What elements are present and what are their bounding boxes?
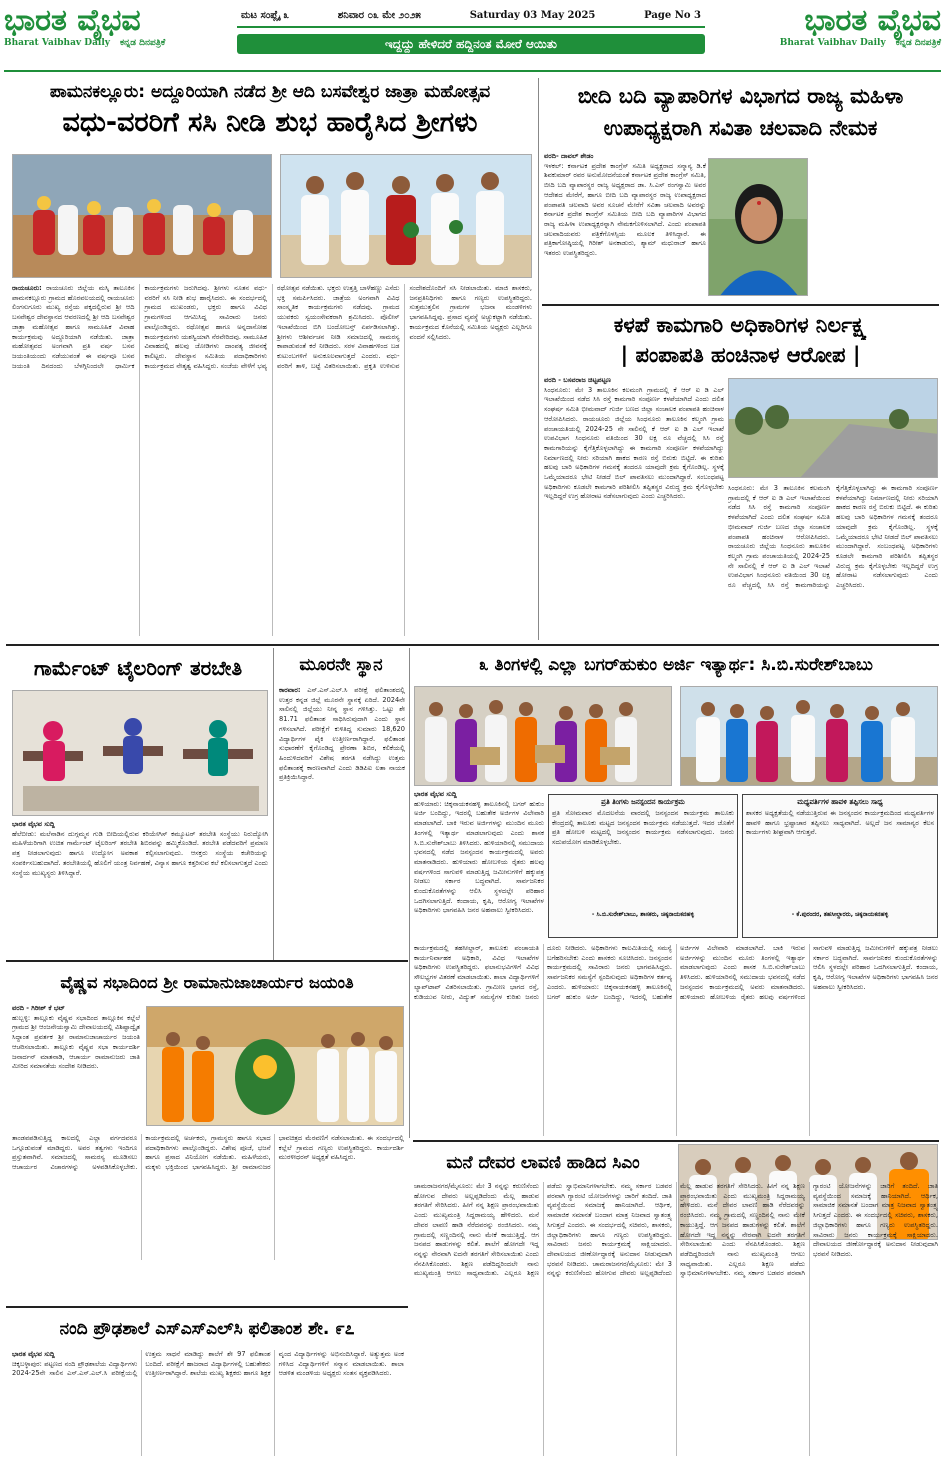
- box-janaspandana-title: ಪ್ರತಿ ತಿಂಗಳು ಜನಸ್ಪಂದನ ಕಾರ್ಯಕ್ರಮ: [601, 798, 685, 806]
- article-savita-byline: ವರದಿ- ದಾವಲ್ ಶೇಡಂ: [544, 152, 594, 160]
- article-third-place-headline: ಮೂರನೇ ಸ್ಥಾನ: [299, 655, 383, 675]
- article-jatra-kicker: ಪಾಮನಕಲ್ಲೂರು: ಅದ್ದೂರಿಯಾಗಿ ನಡೆದ ಶ್ರೀ ಆದಿ ಬಸವೇಶ್ವರ ಜಾತ್ರಾ ಮಹೋತ್ಸವ: [49, 82, 491, 102]
- divider-h5: [6, 1306, 408, 1308]
- issue-number: ಮಟ ಸಂಪ್ಲೈ ೩: [241, 9, 290, 21]
- article-tailoring-body: [12, 820, 268, 954]
- article-road-body-left: [544, 376, 724, 640]
- article-ramanuja-body-top: [12, 1004, 140, 1132]
- article-cm-lavani-text: ಚಾಮರಾಜನಗರ/ಮೈಸೂರು: ಮೇ 3 ನನ್ನನ್ನು ಕರುಣಿಸೆಂದು ಹೋಗುವ ದೇವರು ಅಲ್ಲಪ್ಪಡಿದೆಂದು ಮೆಲ್ಲ ಹಾಡುವ ತರಗತಿಗೆ ಸೇರಿಸಿದರು. ಹೀಗೆ ನನ್ನ ಶಿಕ್ಷಣ ಪ್ರಾರಂಭವಾಯಿತು ಎಂದು ಮುಖ್ಯಮಂತ್ರಿ ಸಿದ್ದರಾಮಯ್ಯ ಹೇಳಿದರು. ಮನೆ ದೇವರ ಲಾವಣಿ ಹಾಡಿ ನೆರೆದವರನ್ನು ರಂಜಿಸಿದರು. ನಮ್ಮ ಗ್ರಾಮದಲ್ಲಿ ಸಣ್ಣಂದಿನಲ್ಲಿ ನಾನು ಮೇಕೆ ಕಾಯುತ್ತಿದ್ದೆ. ಆಗ ಜನಪದ ಹಾಡುಗಳನ್ನು ಕಲಿತೆ. ಶಾಲೆಗೆ ಹೋಗದೇ ಇದ್ದ ನನ್ನನ್ನು ನೇರವಾಗಿ ಐದನೇ ತರಗತಿಗೆ ಸೇರಿಸಲಾಯಿತು ಎಂದು ನೆನಪಿಸಿಕೊಂಡರು. ಶಿಕ್ಷಣ ಪಡೆದಿದ್ದರಿಂದಲೇ ನಾನು ಮುಖ್ಯಮಂತ್ರಿ ಆಗಲು ಸಾಧ್ಯವಾಯಿತು. ಎಲ್ಲರೂ ಶಿಕ್ಷಣ ಪಡೆದು ಸ್ವಾಭಿಮಾನಿಗಳಾಗಬೇಕು. ನಮ್ಮ ಸರ್ಕಾರ ಬಡವರ ಪರವಾಗಿ ಗ್ಯಾರಂಟಿ ಯೋಜನೆಗಳನ್ನು ಜಾರಿಗೆ ತಂದಿದೆ. ಜಾತಿ ವ್ಯವಸ್ಥೆಯಿಂದ ಸಮಾಜಕ್ಕೆ ಹಾನಿಯಾಗಿದೆ. ಆರ್ಥಿಕ, ಸಾಮಾಜಿಕ ಸಮಾನತೆ ಬಂದಾಗ ಮಾತ್ರ ನಿಜವಾದ ಸ್ವಾತಂತ್ರ್ಯ ಸಿಗುತ್ತದೆ ಎಂದರು. ಈ ಸಂದರ್ಭದಲ್ಲಿ ಸಚಿವರು, ಶಾಸಕರು, ಜಿಲ್ಲಾಧಿಕಾರಿಗಳು ಹಾಗೂ ಗಣ್ಯರು ಉಪಸ್ಥಿತರಿದ್ದರು. ಸಾವಿರಾರು ಜನರು ಕಾರ್ಯಕ್ರಮಕ್ಕೆ ಸಾಕ್ಷಿಯಾದರು. ದೇವಾಲಯದ ಜೀರ್ಣೋದ್ಧಾರಕ್ಕೆ ಅನುದಾನ ನೀಡುವುದಾಗಿ ಭರವಸೆ ನೀಡಿದರು.: [414, 1182, 672, 1278]
- article-ramanuja-text-top: ಹುಬ್ಬಳ್ಳಿ: ತಾಲ್ಲೂಕು ವೈಷ್ಣವ ಸಭಾದಿಂದ ತಾಲ್ಲೂಕಿನ ಕಲ್ಲೆಲೆ ಗ್ರಾಮದ ಶ್ರೀ ಆಂಜನೇಯಸ್ವಾಮಿ ದೇವಾಲಯದಲ್ಲಿ ವಿಶಿಷ್ಟಾದ್ವೈತ ಸಿದ್ಧಾಂತ ಪ್ರವರ್ತಕ ಶ್ರೀ ರಾಮಾನುಜಾಚಾರ್ಯರ ಜಯಂತಿ ಆಚರಿಸಲಾಯಿತು. ತಾಲ್ಲೂಕು ವೈಷ್ಣವ ಸಭಾ ಕಾರ್ಯದರ್ಶಿ ಜನಾರ್ದನ್ ಮಾತನಾಡಿ, ಆಚಾರ್ಯ ರಾಮಾನುಜರು ಜಾತಿ ಮೀರಿದ ಸಮಾನತೆಯ ಸಂದೇಶ ನೀಡಿದರು.: [12, 1013, 140, 1071]
- masthead-sub-kannada-right: ಕನ್ನಡ ದಿನಪತ್ರಿಕೆ: [895, 38, 941, 48]
- article-bagar-hukum: [413, 650, 939, 680]
- article-cm-lavani-headline: ಮನೆ ದೇವರ ಲಾವಣಿ ಹಾಡಿದ ಸಿಎಂ: [446, 1153, 640, 1173]
- masthead-rule: [4, 70, 941, 72]
- box-middlemen-title: ಮಧ್ಯವರ್ತಿಗಳ ಹಾವಳಿ ತಪ್ಪಿಸಲು ಸಾಧ್ಯ: [797, 798, 883, 806]
- article-jatra-headline: ವಧು-ವರರಿಗೆ ಸಸಿ ನೀಡಿ ಶುಭ ಹಾರೈಸಿದ ಶ್ರೀಗಳು: [62, 107, 478, 138]
- issue-date: Saturday 03 May 2025: [469, 9, 596, 21]
- divider-h2: [6, 644, 939, 646]
- photo-cc-road: [728, 378, 938, 478]
- masthead-sub-english: Bharat Vaibhav Daily: [4, 38, 110, 48]
- article-nandi-school-text: ಚಿಕ್ಕಬಳ್ಳಾಪುರ: ಪಟ್ಟಣದ ನಂದಿ ಪ್ರೌಢಶಾಲೆಯ ವಿದ್ಯಾರ್ಥಿಗಳು 2024-25ನೇ ಸಾಲಿನ ಎಸ್.ಎಸ್.ಎಲ್.ಸಿ ಪರೀಕ್ಷೆಯಲ್ಲಿ ಉತ್ತಮ ಸಾಧನೆ ಮಾಡಿದ್ದು ಶಾಲೆಗೆ ಶೇ 97 ಫಲಿತಾಂಶ ಬಂದಿದೆ. ಪರೀಕ್ಷೆಗೆ ಹಾಜರಾದ ವಿದ್ಯಾರ್ಥಿಗಳಲ್ಲಿ ಬಹುತೇಕರು ಉತ್ತೀರ್ಣರಾಗಿದ್ದಾರೆ. ಶಾಲೆಯ ಮುಖ್ಯ ಶಿಕ್ಷಕರು ಹಾಗೂ ಶಿಕ್ಷಕ ವೃಂದ ವಿದ್ಯಾರ್ಥಿಗಳನ್ನು ಅಭಿನಂದಿಸಿದ್ದಾರೆ. ಅತ್ಯುತ್ತಮ ಅಂಕ ಗಳಿಸಿದ ವಿದ್ಯಾರ್ಥಿಗಳಿಗೆ ಸನ್ಮಾನ ಮಾಡಲಾಯಿತು. ಶಾಲಾ ಆಡಳಿತ ಮಂಡಳಿಯ ಅಧ್ಯಕ್ಷರು ಸಂತಸ ವ್ಯಕ್ತಪಡಿಸಿದರು.: [12, 1350, 404, 1378]
- divider-h3: [6, 960, 408, 962]
- article-jatra-body: [12, 284, 532, 636]
- article-nandi-school-body: [12, 1350, 404, 1456]
- box-janaspandana-sign: - ಸಿ.ಬಿ.ಸುರೇಶ್‌ಬಾಬು, ಶಾಸಕರು, ಚಿಕ್ಕನಾಯಕನಹಳ್ಳಿ: [591, 911, 695, 918]
- article-tailoring-headline: ಗಾರ್ಮೆಂಟ್ ಟೈಲರಿಂಗ್ ತರಬೇತಿ: [33, 656, 243, 680]
- article-road-headline-2: | ಪಂಪಾಪತಿ ಹಂಚಿನಾಳ ಆರೋಪ |: [620, 343, 861, 367]
- box-janaspandana: [548, 794, 738, 938]
- photo-saplings-distribution: [280, 154, 532, 278]
- article-road-byline: ವರದಿ - ಬಸವರಾಜ ಚಿಟ್ಟಪಟ್ಟಣ: [544, 376, 611, 384]
- kannada-date: ಶನಿವಾರ ೦೩ ಮೇ ೨೦೨೫: [337, 9, 421, 21]
- article-savita-body-left: [544, 152, 706, 300]
- article-cm-lavani: [413, 1146, 673, 1180]
- article-road: [542, 310, 939, 370]
- article-ramanuja-text-bottom: ತಾಂಡವಪಡಿಸುತ್ತಿದ್ದ ಕಾಲದಲ್ಲಿ ಎಲ್ಲಾ ವರ್ಗದವರೂ ಒಗ್ಗೂಡುವಂತೆ ಮಾಡಿದ್ದರು. ಅವರ ತತ್ವಗಳು ಇಂದಿಗೂ ಪ್ರಸ್ತುತವಾಗಿವೆ. ಸಮಾಜದಲ್ಲಿ ಸಾಮರಸ್ಯ ಮೂಡಿಸಲು ಆಚಾರ್ಯರ ವಿಚಾರಗಳನ್ನು ಅಳವಡಿಸಿಕೊಳ್ಳಬೇಕು. ಕಾರ್ಯಕ್ರಮದಲ್ಲಿ ಅರ್ಚಕರು, ಗ್ರಾಮಸ್ಥರು ಹಾಗೂ ಸಭಾದ ಪದಾಧಿಕಾರಿಗಳು ಪಾಲ್ಗೊಂಡಿದ್ದರು. ವಿಶೇಷ ಪೂಜೆ, ಭಜನೆ ಹಾಗೂ ಪ್ರಸಾದ ವಿನಿಯೋಗ ನಡೆಯಿತು. ಮಹಿಳೆಯರು, ಮಕ್ಕಳು ಭಕ್ತಿಯಿಂದ ಭಾಗವಹಿಸಿದ್ದರು. ಶ್ರೀ ರಾಮಾನುಜರ ಭಾವಚಿತ್ರದ ಮೆರವಣಿಗೆ ನಡೆಸಲಾಯಿತು. ಈ ಸಂದರ್ಭದಲ್ಲಿ ಕಲ್ಲೆಲೆ ಗ್ರಾಮದ ಗಣ್ಯರು ಉಪಸ್ಥಿತರಿದ್ದರು. ಕಾರ್ಯದರ್ಶಿ ಮುರಳೀಧರನ್ ಅಧ್ಯಕ್ಷತೆ ವಹಿಸಿದ್ದರು.: [12, 1134, 404, 1172]
- article-ramanuja-headline: ವೈಷ್ಣವ ಸಭಾದಿಂದ ಶ್ರೀ ರಾಮಾನುಜಾಚಾರ್ಯರ ಜಯಂತಿ: [60, 973, 354, 992]
- article-savita-body-right: [812, 152, 938, 300]
- article-tailoring-text: ಹೆಲೆಬೀಡು: ಮಲೆನಾಡಿನ ದುಗ್ಗಮ್ಮನ ಗುಡಿ ಬೀದಿಯಲ್ಲಿರುವ ಕರಿಯೇಗಿಸ್ ಕಮ್ಯೂಟರ್ ತರಬೇತಿ ಸಂಸ್ಥೆಯು ನಿರುದ್ಯೋಗಿ ಮಹಿಳೆಯರಿಗಾಗಿ ಉಚಿತ ಗಾರ್ಮೆಂಟ್ ಟೈಲರಿಂಗ್ ತರಬೇತಿ ಶಿಬಿರವನ್ನು ಹಮ್ಮಿಕೊಂಡಿದೆ. ತರಬೇತಿ ಪಡೆದವರಿಗೆ ಪ್ರಮಾಣ ಪತ್ರ ನೀಡಲಾಗುವುದು ಹಾಗೂ ಉದ್ಯೋಗ ಅವಕಾಶ ಕಲ್ಪಿಸಲಾಗುವುದು. ಆಸಕ್ತರು ಸಂಸ್ಥೆಯ ಕಚೇರಿಯನ್ನು ಸಂಪರ್ಕಿಸಬಹುದಾಗಿದೆ. ತರಬೇತಿಯಲ್ಲಿ ಹೊಲಿಗೆ ಯಂತ್ರ ನಿರ್ವಹಣೆ, ವಿನ್ಯಾಸ ಹಾಗೂ ಕತ್ತರಿಸುವ ಕಲೆ ಕಲಿಸಲಾಗುತ್ತದೆ ಎಂದು ಸಂಸ್ಥೆಯ ಮುಖ್ಯಸ್ಥರು ತಿಳಿಸಿದ್ದಾರೆ.: [12, 829, 268, 877]
- photo-ramanuja-jayanti: [146, 1006, 404, 1126]
- article-savita: [542, 80, 939, 144]
- article-cm-lavani-text-more: ಚಾಮರಾಜನಗರ/ಮೈಸೂರು: ಮೇ 3 ನನ್ನನ್ನು ಕರುಣಿಸೆಂದು ಹೋಗುವ ದೇವರು ಅಲ್ಲಪ್ಪಡಿದೆಂದು ಮೆಲ್ಲ ಹಾಡುವ ತರಗತಿಗೆ ಸೇರಿಸಿದರು. ಹೀಗೆ ನನ್ನ ಶಿಕ್ಷಣ ಪ್ರಾರಂಭವಾಯಿತು ಎಂದು ಮುಖ್ಯಮಂತ್ರಿ ಸಿದ್ದರಾಮಯ್ಯ ಹೇಳಿದರು. ಮನೆ ದೇವರ ಲಾವಣಿ ಹಾಡಿ ನೆರೆದವರನ್ನು ರಂಜಿಸಿದರು. ನಮ್ಮ ಗ್ರಾಮದಲ್ಲಿ ಸಣ್ಣಂದಿನಲ್ಲಿ ನಾನು ಮೇಕೆ ಕಾಯುತ್ತಿದ್ದೆ. ಆಗ ಜನಪದ ಹಾಡುಗಳನ್ನು ಕಲಿತೆ. ಶಾಲೆಗೆ ಹೋಗದೇ ಇದ್ದ ನನ್ನನ್ನು ನೇರವಾಗಿ ಐದನೇ ತರಗತಿಗೆ ಸೇರಿಸಲಾಯಿತು ಎಂದು ನೆನಪಿಸಿಕೊಂಡರು. ಶಿಕ್ಷಣ ಪಡೆದಿದ್ದರಿಂದಲೇ ನಾನು ಮುಖ್ಯಮಂತ್ರಿ ಆಗಲು ಸಾಧ್ಯವಾಯಿತು. ಎಲ್ಲರೂ ಶಿಕ್ಷಣ ಪಡೆದು ಸ್ವಾಭಿಮಾನಿಗಳಾಗಬೇಕು. ನಮ್ಮ ಸರ್ಕಾರ ಬಡವರ ಪರವಾಗಿ ಗ್ಯಾರಂಟಿ ಯೋಜನೆಗಳನ್ನು ಜಾರಿಗೆ ತಂದಿದೆ. ಜಾತಿ ವ್ಯವಸ್ಥೆಯಿಂದ ಸಮಾಜಕ್ಕೆ ಹಾನಿಯಾಗಿದೆ. ಆರ್ಥಿಕ, ಸಾಮಾಜಿಕ ಸಮಾನತೆ ಬಂದಾಗ ಮಾತ್ರ ನಿಜವಾದ ಸ್ವಾತಂತ್ರ್ಯ ಸಿಗುತ್ತದೆ ಎಂದರು. ಈ ಸಂದರ್ಭದಲ್ಲಿ ಸಚಿವರು, ಶಾಸಕರು, ಜಿಲ್ಲಾಧಿಕಾರಿಗಳು ಹಾಗೂ ಗಣ್ಯರು ಉಪಸ್ಥಿತರಿದ್ದರು. ಸಾವಿರಾರು ಜನರು ಕಾರ್ಯಕ್ರಮಕ್ಕೆ ಸಾಕ್ಷಿಯಾದರು. ದೇವಾಲಯದ ಜೀರ್ಣೋದ್ಧಾರಕ್ಕೆ ಅನುದಾನ ನೀಡುವುದಾಗಿ ಭರವಸೆ ನೀಡಿದರು.: [547, 1182, 938, 1278]
- article-jatra-text: ರಾಯಚೂರು ಜಿಲ್ಲೆಯ ಮಸ್ಕಿ ತಾಲೂಕಿನ ಪಾಮನಕಲ್ಲೂರು ಗ್ರಾಮದ ಹೊರವಲಯದಲ್ಲಿ ರಾಯಚೂರು ಲಿಂಗಸುಗೂರು ಮುಖ್ಯ ರಸ್ತೆಯ ಪಕ್ಕದಲ್ಲಿರುವ ಶ್ರೀ ಆದಿ ಬಸವೇಶ್ವರ ದೇವಸ್ಥಾನದ ಆವರಣದಲ್ಲಿ ಶ್ರೀ ಆದಿ ಬಸವೇಶ್ವರ ಜಾತ್ರಾ ಮಹೋತ್ಸವ ಹಾಗೂ ಸಾಮೂಹಿಕ ವಿವಾಹ ಕಾರ್ಯಕ್ರಮವು ಅದ್ದೂರಿಯಾಗಿ ನಡೆಯಿತು. ಜಾತ್ರಾ ಮಹೋತ್ಸವದ ಅಂಗವಾಗಿ ಪ್ರತಿ ವರ್ಷ ಬಸವ ಜಯಂತಿಯಂದು ನಡೆಯುವಂತೆ ಈ ವರ್ಷವೂ ಬಸವ ಜಯಂತಿ ದಿನದಂದು ಬೆಳಗ್ಗಿನಿಂದಲೇ ಧಾರ್ಮಿಕ ಕಾರ್ಯಕ್ರಮಗಳು ಜರುಗಿದವು. ಶ್ರೀಗಳು ನೂತನ ವಧು-ವರರಿಗೆ ಸಸಿ ನೀಡಿ ಶುಭ ಹಾರೈಸಿದರು. ಈ ಸಂದರ್ಭದಲ್ಲಿ ಗ್ರಾಮದ ಮುಖಂಡರು, ಭಕ್ತರು ಹಾಗೂ ವಿವಿಧ ಗ್ರಾಮಗಳಿಂದ ಆಗಮಿಸಿದ್ದ ಸಾವಿರಾರು ಜನರು ಪಾಲ್ಗೊಂಡಿದ್ದರು. ರಥೋತ್ಸವ ಹಾಗೂ ಅನ್ನದಾಸೋಹ ಕಾರ್ಯಕ್ರಮಗಳು ಯಶಸ್ವಿಯಾಗಿ ನೆರವೇರಿದವು. ಸಾಮೂಹಿಕ ವಿವಾಹದಲ್ಲಿ ಹಲವು ಜೋಡಿಗಳು ದಾಂಪತ್ಯ ಜೀವನಕ್ಕೆ ಕಾಲಿಟ್ಟರು. ದೇವಸ್ಥಾನ ಸಮಿತಿಯ ಪದಾಧಿಕಾರಿಗಳು ಕಾರ್ಯಕ್ರಮದ ನೇತೃತ್ವ ವಹಿಸಿದ್ದರು. ಸಂಜೆಯ ವೇಳೆಗೆ ಭವ್ಯ ರಥೋತ್ಸವ ನಡೆಯಿತು. ಭಕ್ತರು ಉತ್ತತ್ತಿ ಬಾಳೆಹಣ್ಣು ಎಸೆದು ಭಕ್ತಿ ಸಮರ್ಪಿಸಿದರು. ಜಾತ್ರೆಯ ಅಂಗವಾಗಿ ವಿವಿಧ ಸಾಂಸ್ಕೃತಿಕ ಕಾರ್ಯಕ್ರಮಗಳು ನಡೆದವು. ಗ್ರಾಮದ ಯುವಕರು ಸ್ವಯಂಸೇವಕರಾಗಿ ಶ್ರಮಿಸಿದರು. ಪೊಲೀಸ್ ಇಲಾಖೆಯಿಂದ ಬಿಗಿ ಬಂದೋಬಸ್ತ್ ಏರ್ಪಡಿಸಲಾಗಿತ್ತು. ಶ್ರೀಗಳು ಆಶೀರ್ವಚನ ನೀಡಿ ಸಮಾಜದಲ್ಲಿ ಸಾಮರಸ್ಯ ಕಾಪಾಡುವಂತೆ ಕರೆ ನೀಡಿದರು. ಸರಳ ವಿವಾಹಗಳಿಂದ ಬಡ ಕುಟುಂಬಗಳಿಗೆ ಅನುಕೂಲವಾಗುತ್ತದೆ ಎಂದರು. ವಧು-ವರರಿಗೆ ತಾಳಿ, ಬಟ್ಟೆ ವಿತರಿಸಲಾಯಿತು. ಪ್ರಕೃತಿ ಉಳಿಸುವ ಸಂದೇಶದೊಂದಿಗೆ ಸಸಿ ನೀಡಲಾಯಿತು. ಮಾಜಿ ಶಾಸಕರು, ಜನಪ್ರತಿನಿಧಿಗಳು ಹಾಗೂ ಗಣ್ಯರು ಉಪಸ್ಥಿತರಿದ್ದರು. ಸುತ್ತಮುತ್ತಲಿನ ಗ್ರಾಮಗಳ ಭಜನಾ ಮಂಡಳಿಗಳು ಭಾಗವಹಿಸಿದ್ದವು. ಪ್ರಸಾದ ವ್ಯವಸ್ಥೆ ಅಚ್ಚುಕಟ್ಟಾಗಿ ನಡೆಯಿತು. ಕಾರ್ಯಕ್ರಮದ ಕೊನೆಯಲ್ಲಿ ಸಮಿತಿಯ ಅಧ್ಯಕ್ಷರು ಎಲ್ಲರಿಗೂ ವಂದನೆ ಸಲ್ಲಿಸಿದರು.: [12, 284, 532, 370]
- article-bagar-hukum-text-more: ಹುಳಿಯಾರು: ಚಿಕ್ಕನಾಯಕನಹಳ್ಳಿ ತಾಲೂಕಿನಲ್ಲಿ ಬಗರ್ ಹುಕುಂ ಅರ್ಜಿ ಬಂದಿದ್ದು, ಇದರಲ್ಲಿ ಬಹುತೇಕ ಅರ್ಜಿಗಳ ವಿಲೇವಾರಿ ಮಾಡಲಾಗಿದೆ. ಬಾಕಿ ಇರುವ ಅರ್ಜಿಗಳನ್ನು ಮುಂದಿನ ಮೂರು ತಿಂಗಳಲ್ಲಿ ಇತ್ಯಾರ್ಥ ಮಾಡಲಾಗುವುದು ಎಂದು ಶಾಸಕ ಸಿ.ಬಿ.ಸುರೇಶ್‌ಬಾಬು ತಿಳಿಸಿದರು. ಹುಳಿಯಾರಿನಲ್ಲಿ ಸಮುದಾಯ ಭವನದಲ್ಲಿ ನಡೆದ ಜನಸ್ಪಂದನ ಕಾರ್ಯಕ್ರಮದಲ್ಲಿ ಅವರು ಮಾತನಾಡಿದರು. ಹುಳಿಯಾರು ಹೋಬಳಿಯ ರೈತರು ಹಲವು ವರ್ಷಗಳಿಂದ ಸಾಗುವಳಿ ಮಾಡುತ್ತಿದ್ದ ಜಮೀನುಗಳಿಗೆ ಹಕ್ಕುಪತ್ರ ನೀಡಲು ಸರ್ಕಾರ ಬದ್ಧವಾಗಿದೆ. ಸಾರ್ವಜನಿಕರ ಕುಂದುಕೊರತೆಗಳನ್ನು ಆಲಿಸಿ ಸ್ಥಳದಲ್ಲೇ ಪರಿಹಾರ ಒದಗಿಸಲಾಗುತ್ತಿದೆ. ಕಂದಾಯ, ಕೃಷಿ, ಆರೋಗ್ಯ ಇಲಾಖೆಗಳ ಅಧಿಕಾರಿಗಳು ಭಾಗವಹಿಸಿ ಜನರ ಅಹವಾಲು ಸ್ವೀಕರಿಸಿದರು.: [547, 944, 938, 1001]
- article-road-text-cont: ಸಿಂಧನೂರು: ಮೇ 3 ತಾಲೂಕಿನ ಕಲಮಂಗಿ ಗ್ರಾಮದಲ್ಲಿ ಕೆ ಆರ್ ಐ ಡಿ ಎಲ್ ಇಲಾಖೆಯಿಂದ ನಡೆದ ಸಿಸಿ ರಸ್ತೆ ಕಾಮಗಾರಿ ಸಂಪೂರ್ಣ ಕಳಪೆಯಾಗಿದೆ ಎಂದು ದಲಿತ ಸಂಘರ್ಷ ಸಮಿತಿ ಭೀಮವಾದ್ ಗುರ್ಜಿ ಬಣದ ಜಿಲ್ಲಾ ಸಂಚಾಲಕ ಪಂಪಾಪತಿ ಹಂಚಿನಾಳ ಆರೋಪಿಸಿದರು. ರಾಯಚೂರು ಜಿಲ್ಲೆಯ ಸಿಂಧನೂರು ತಾಲೂಕಿನ ಕಲ್ಮಂಗಿ ಗ್ರಾಮ ಪಂಚಾಯತಿಯಲ್ಲಿ 2024-25 ನೇ ಸಾಲಿನಲ್ಲಿ ಕೆ ಆರ್ ಐ ಡಿ ಎಲ್ ಇಲಾಖೆ ಉಪವಿಭಾಗ ಸಿಂಧನೂರು ವತಿಯಿಂದ 30 ಲಕ್ಷ ರೂ ವೆಚ್ಚದಲ್ಲಿ ಸಿಸಿ ರಸ್ತೆ ಕಾಮಗಾರಿಯನ್ನು ಕೈಗೆತ್ತಿಕೊಳ್ಳಲಾಗಿದ್ದು ಈ ಕಾಮಗಾರಿ ಸಂಪೂರ್ಣ ಕಳಪೆಯಾಗಿದ್ದು ನಿರ್ಮಾಣದಲ್ಲಿ ನೀರು ಸರಿಯಾಗಿ ಹಾಕದ ಕಾರಣ ರಸ್ತೆ ಬಿರುಕು ಬಿಟ್ಟಿದೆ. ಈ ಕುರಿತು ಹಲವು ಬಾರಿ ಅಧಿಕಾರಿಗಳ ಗಮನಕ್ಕೆ ತಂದರೂ ಯಾವುದೇ ಕ್ರಮ ಕೈಗೊಂಡಿಲ್ಲ. ಸ್ಥಳಕ್ಕೆ ಒಮ್ಮೆಯಾದರೂ ಭೇಟಿ ನೀಡದೆ ಬಿಲ್ ಪಾವತಿಸಲು ಮುಂದಾಗಿದ್ದಾರೆ. ಸಂಬಂಧಪಟ್ಟ ಅಧಿಕಾರಿಗಳು ಕೂಡಲೇ ಕಾಮಗಾರಿ ಪರಿಶೀಲಿಸಿ ತಪ್ಪಿತಸ್ಥರ ವಿರುದ್ಧ ಕ್ರಮ ಕೈಗೊಳ್ಳಬೇಕು ಇಲ್ಲದಿದ್ದರೆ ಉಗ್ರ ಹೋರಾಟ ನಡೆಸಲಾಗುವುದು ಎಂದು ಎಚ್ಚರಿಸಿದರು.: [728, 484, 938, 590]
- article-third-place-byline: ಕಾರವಾರ:: [279, 686, 301, 694]
- photo-savita-chalavadi: [708, 158, 808, 296]
- article-bagar-hukum-text-left: ಹುಳಿಯಾರು: ಚಿಕ್ಕನಾಯಕನಹಳ್ಳಿ ತಾಲೂಕಿನಲ್ಲಿ ಬಗರ್ ಹುಕುಂ ಅರ್ಜಿ ಬಂದಿದ್ದು, ಇದರಲ್ಲಿ ಬಹುತೇಕ ಅರ್ಜಿಗಳ ವಿಲೇವಾರಿ ಮಾಡಲಾಗಿದೆ. ಬಾಕಿ ಇರುವ ಅರ್ಜಿಗಳನ್ನು ಮುಂದಿನ ಮೂರು ತಿಂಗಳಲ್ಲಿ ಇತ್ಯಾರ್ಥ ಮಾಡಲಾಗುವುದು ಎಂದು ಶಾಸಕ ಸಿ.ಬಿ.ಸುರೇಶ್‌ಬಾಬು ತಿಳಿಸಿದರು. ಹುಳಿಯಾರಿನಲ್ಲಿ ಸಮುದಾಯ ಭವನದಲ್ಲಿ ನಡೆದ ಜನಸ್ಪಂದನ ಕಾರ್ಯಕ್ರಮದಲ್ಲಿ ಅವರು ಮಾತನಾಡಿದರು. ಹುಳಿಯಾರು ಹೋಬಳಿಯ ರೈತರು ಹಲವು ವರ್ಷಗಳಿಂದ ಸಾಗುವಳಿ ಮಾಡುತ್ತಿದ್ದ ಜಮೀನುಗಳಿಗೆ ಹಕ್ಕುಪತ್ರ ನೀಡಲು ಸರ್ಕಾರ ಬದ್ಧವಾಗಿದೆ. ಸಾರ್ವಜನಿಕರ ಕುಂದುಕೊರತೆಗಳನ್ನು ಆಲಿಸಿ ಸ್ಥಳದಲ್ಲೇ ಪರಿಹಾರ ಒದಗಿಸಲಾಗುತ್ತಿದೆ. ಕಂದಾಯ, ಕೃಷಿ, ಆರೋಗ್ಯ ಇಲಾಖೆಗಳ ಅಧಿಕಾರಿಗಳು ಭಾಗವಹಿಸಿ ಜನರ ಅಹವಾಲು ಸ್ವೀಕರಿಸಿದರು.: [414, 799, 544, 915]
- divider-h1: [542, 304, 939, 306]
- article-bagar-hukum-body-bottom: [414, 944, 938, 1136]
- article-ramanuja: [6, 966, 408, 1000]
- divider-h4: [413, 1140, 939, 1142]
- masthead-sub-english-right: Bharat Vaibhav Daily: [779, 38, 886, 48]
- article-tailoring: [6, 650, 270, 686]
- box-middlemen-text: ಶಾಸಕರ ಅಧ್ಯಕ್ಷತೆಯಲ್ಲಿ ನಡೆಯುತ್ತಿರುವ ಈ ಜನಸ್ಪಂದನ ಕಾರ್ಯಕ್ರಮದಿಂದ ಮಧ್ಯವರ್ತಿಗಳ ಹಾವಳಿ ಹಾಗೂ ಭ್ರಷ್ಟಾಚಾರ ತಪ್ಪಿಸಲು ಸಾಧ್ಯವಾಗಿದೆ. ಅಲ್ಲದೆ ಜನ ಸಾಮಾನ್ಯರ ಕೆಲಸ ಕಾರ್ಯಗಳು ಶೀಘ್ರವಾಗಿ ಆಗುತ್ತವೆ.: [746, 809, 934, 837]
- article-jatra: [6, 80, 534, 142]
- masthead-left: [4, 4, 231, 62]
- article-savita-headline-1: ಬೀದಿ ಬದಿ ವ್ಯಾಪಾರಿಗಳ ವಿಭಾಗದ ರಾಜ್ಯ ಮಹಿಳಾ: [577, 84, 904, 108]
- masthead-right: [712, 4, 941, 62]
- article-bagar-hukum-headline: ೩ ತಿಂಗಳಲ್ಲಿ ಎಲ್ಲಾ ಬಗರ್‌ಹುಕುಂ ಅರ್ಜಿ ಇತ್ಯಾರ್ಥ: ಸಿ.ಬಿ.ಸುರೇಶ್‌ಬಾಬು: [479, 655, 873, 675]
- article-nandi-school-byline: ಭಾರತ ವೈಭವ ಸುದ್ದಿ: [12, 1350, 55, 1358]
- article-ramanuja-body-bottom: [12, 1134, 404, 1260]
- photo-wedding-couples: [12, 154, 272, 278]
- article-road-body-right: [728, 484, 938, 640]
- article-cm-lavani-body: [414, 1182, 938, 1456]
- masthead-title: ಭಾರತ ವೈಭವ: [4, 3, 141, 38]
- photo-tailoring-class: [12, 690, 268, 816]
- tagline: ಇದ್ದದ್ದು ಹೇಳಿದರೆ ಹದ್ದಿನಂತ ಮೋರೆ ಆಯಿತು: [237, 34, 705, 54]
- article-bagar-hukum-byline: ಭಾರತ ವೈಭವ ಸುದ್ದಿ: [414, 790, 457, 798]
- article-bagar-hukum-body-left: [414, 790, 544, 940]
- article-road-headline-1: ಕಳಪೆ ಕಾಮಗಾರಿ ಅಧಿಕಾರಿಗಳ ನಿರ್ಲಕ್ಷ್ಯ: [613, 313, 868, 337]
- masthead-sub-kannada: ಕನ್ನಡ ದಿನಪತ್ರಿಕೆ: [120, 38, 166, 48]
- page-number: Page No 3: [644, 9, 701, 21]
- masthead-title-right: ಭಾರತ ವೈಭವ: [804, 3, 941, 38]
- article-nandi-school-headline: ನಂದಿ ಪ್ರೌಢಶಾಲೆ ಎಸ್‌ಎಸ್‌ಎಲ್‌ಸಿ ಫಲಿತಾಂಶ ಶೇ. ೯೭: [59, 1319, 355, 1339]
- article-bagar-hukum-text-right: ಕಾರ್ಯಕ್ರಮದಲ್ಲಿ ತಹಸೀಲ್ದಾರ್, ತಾಲೂಕು ಪಂಚಾಯತಿ ಕಾರ್ಯನಿರ್ವಾಹಕ ಅಧಿಕಾರಿ, ವಿವಿಧ ಇಲಾಖೆಗಳ ಅಧಿಕಾರಿಗಳು ಉಪಸ್ಥಿತರಿದ್ದರು. ಫಲಾನುಭವಿಗಳಿಗೆ ವಿವಿಧ ಸೌಲಭ್ಯಗಳ ವಿತರಣೆ ಮಾಡಲಾಯಿತು. ಶಾಲಾ ವಿದ್ಯಾರ್ಥಿಗಳಿಗೆ ಲ್ಯಾಪ್‌ಟಾಪ್ ವಿತರಿಸಲಾಯಿತು. ಗ್ರಾಮೀಣ ಭಾಗದ ರಸ್ತೆ, ಕುಡಿಯುವ ನೀರು, ವಿದ್ಯುತ್ ಸಮಸ್ಯೆಗಳ ಕುರಿತು ಜನರು ದೂರು ನೀಡಿದರು. ಅಧಿಕಾರಿಗಳು ಕಾಲಮಿತಿಯಲ್ಲಿ ಸಮಸ್ಯೆ ಬಗೆಹರಿಸಬೇಕು ಎಂದು ಶಾಸಕರು ಸೂಚಿಸಿದರು. ಜನಸ್ಪಂದನ ಕಾರ್ಯಕ್ರಮದಲ್ಲಿ ಸಾವಿರಾರು ಜನರು ಭಾಗವಹಿಸಿದ್ದರು. ಸಾರ್ವಜನಿಕರ ಸಮಸ್ಯೆಗೆ ಸ್ಪಂದಿಸುವುದು ಅಧಿಕಾರಿಗಳ ಕರ್ತವ್ಯ ಎಂದರು.: [414, 944, 672, 1001]
- box-middlemen: [742, 794, 938, 938]
- photo-plant-watering: [680, 686, 938, 786]
- article-road-text: ಸಿಂಧನೂರು: ಮೇ 3 ತಾಲೂಕಿನ ಕಲಮಂಗಿ ಗ್ರಾಮದಲ್ಲಿ ಕೆ ಆರ್ ಐ ಡಿ ಎಲ್ ಇಲಾಖೆಯಿಂದ ನಡೆದ ಸಿಸಿ ರಸ್ತೆ ಕಾಮಗಾರಿ ಸಂಪೂರ್ಣ ಕಳಪೆಯಾಗಿದೆ ಎಂದು ದಲಿತ ಸಂಘರ್ಷ ಸಮಿತಿ ಭೀಮವಾದ್ ಗುರ್ಜಿ ಬಣದ ಜಿಲ್ಲಾ ಸಂಚಾಲಕ ಪಂಪಾಪತಿ ಹಂಚಿನಾಳ ಆರೋಪಿಸಿದರು. ರಾಯಚೂರು ಜಿಲ್ಲೆಯ ಸಿಂಧನೂರು ತಾಲೂಕಿನ ಕಲ್ಮಂಗಿ ಗ್ರಾಮ ಪಂಚಾಯತಿಯಲ್ಲಿ 2024-25 ನೇ ಸಾಲಿನಲ್ಲಿ ಕೆ ಆರ್ ಐ ಡಿ ಎಲ್ ಇಲಾಖೆ ಉಪವಿಭಾಗ ಸಿಂಧನೂರು ವತಿಯಿಂದ 30 ಲಕ್ಷ ರೂ ವೆಚ್ಚದಲ್ಲಿ ಸಿಸಿ ರಸ್ತೆ ಕಾಮಗಾರಿಯನ್ನು ಕೈಗೆತ್ತಿಕೊಳ್ಳಲಾಗಿದ್ದು ಈ ಕಾಮಗಾರಿ ಸಂಪೂರ್ಣ ಕಳಪೆಯಾಗಿದ್ದು ನಿರ್ಮಾಣದಲ್ಲಿ ನೀರು ಸರಿಯಾಗಿ ಹಾಕದ ಕಾರಣ ರಸ್ತೆ ಬಿರುಕು ಬಿಟ್ಟಿದೆ. ಈ ಕುರಿತು ಹಲವು ಬಾರಿ ಅಧಿಕಾರಿಗಳ ಗಮನಕ್ಕೆ ತಂದರೂ ಯಾವುದೇ ಕ್ರಮ ಕೈಗೊಂಡಿಲ್ಲ. ಸ್ಥಳಕ್ಕೆ ಒಮ್ಮೆಯಾದರೂ ಭೇಟಿ ನೀಡದೆ ಬಿಲ್ ಪಾವತಿಸಲು ಮುಂದಾಗಿದ್ದಾರೆ. ಸಂಬಂಧಪಟ್ಟ ಅಧಿಕಾರಿಗಳು ಕೂಡಲೇ ಕಾಮಗಾರಿ ಪರಿಶೀಲಿಸಿ ತಪ್ಪಿತಸ್ಥರ ವಿರುದ್ಧ ಕ್ರಮ ಕೈಗೊಳ್ಳಬೇಕು ಇಲ್ಲದಿದ್ದರೆ ಉಗ್ರ ಹೋರಾಟ ನಡೆಸಲಾಗುವುದು ಎಂದು ಎಚ್ಚರಿಸಿದರು.: [544, 385, 724, 501]
- divider-v1: [538, 78, 539, 640]
- article-savita-text: ಇಳಕಲ್: ಕರ್ನಾಟಕ ಪ್ರದೇಶ ಕಾಂಗ್ರೆಸ್ ಸಮಿತಿ ಅಧ್ಯಕ್ಷರಾದ ಸನ್ಮಾನ್ಯ ಡಿ.ಕೆ ಶಿವಕುಮಾರ್ ರವರ ಅನುಮೋದನೆಯಂತೆ ಕರ್ನಾಟಕ ಪ್ರದೇಶ ಕಾಂಗ್ರೆಸ್ ಸಮಿತಿ, ಬೀದಿ ಬದಿ ವ್ಯಾಪಾರಸ್ಥರ ರಾಜ್ಯ ಅಧ್ಯಕ್ಷರಾದ ಡಾ. ಸಿ.ಎಸ್ ರಂಗಸ್ವಾಮಿ ಅವರ ಆದೇಶದ ಮೇರೆಗೆ, ಹಾಗೂ ಬೀದಿ ಬದಿ ವ್ಯಾಪಾರಸ್ಥರ ರಾಜ್ಯ ಉಪಾಧ್ಯಕ್ಷರಾದ ಪಂಪಾಪತಿ ಚಲವಾದಿ ಅವರ ಸೂಚನೆ ಮೇರೆಗೆ ಸವಿತಾ ಚಲವಾದಿ ಅವರನ್ನು ಕರ್ನಾಟಕ ಪ್ರದೇಶ ಕಾಂಗ್ರೆಸ್ ಸಮಿತಿಯ ಬೀದಿ ಬದಿ ವ್ಯಾಪಾರಿಗಳ ವಿಭಾಗದ ರಾಜ್ಯ ಮಹಿಳಾ ಉಪಾಧ್ಯಕ್ಷರನ್ನಾಗಿ ನೇಮಕಗೊಳಿಸಲಾಗಿದೆ. ಎಂದು ಪಂಪಾಪತಿ ಚಲವಾದಿಯವರು ಪತ್ರಿಕೆಗೊಳಸ್ಸಿಯ ಮೂಲಕ ತಿಳಿಸಿದ್ದಾರೆ. ಈ ಪತ್ರಿಕಾಗೋಷ್ಠಿಯಲ್ಲಿ ಗಿರೀಶ್ ಅನಕಾಡುರು, ಶ್ಯಾಮ್ ಮಧುರಾಜ್ ಹಾಗೂ ಇತರರು ಉಪಸ್ಥಿತರಿದ್ದರು.: [544, 161, 706, 258]
- photo-laptop-distribution: [414, 686, 672, 786]
- box-janaspandana-text: ಪ್ರತಿ ಸೋಮವಾರ ಮೊದಲನೆಯ ವಾರದಲ್ಲಿ ಜನಸ್ಪಂದನ ಕಾರ್ಯಕ್ರಮ ತಾಲೂಕು ಕೇಂದ್ರದಲ್ಲಿ ತಾಲೂಕು ಮಟ್ಟದ ಜನಸ್ಪಂದನ ಕಾರ್ಯಕ್ರಮ ನಡೆಯುತ್ತದೆ. ಇದರ ಜೊತೆಗೆ ಪ್ರತಿ ಹೋಬಳಿ ಮಟ್ಟದಲ್ಲಿ ಜನಸ್ಪಂದನ ಕಾರ್ಯಕ್ರಮ ನಡೆಸಲಾಗುವುದು. ಜನರು ಸದುಪಯೋಗ ಮಾಡಿಕೊಳ್ಳಬೇಕು.: [552, 809, 734, 847]
- article-jatra-byline: ರಾಯಚೂರು:: [12, 284, 42, 292]
- article-third-place-text: ಎಸ್.ಎಸ್.ಎಲ್.ಸಿ ಪರೀಕ್ಷೆ ಫಲಿತಾಂಶದಲ್ಲಿ ಉತ್ತರ ಕನ್ನಡ ಜಿಲ್ಲೆ ಮೂರನೇ ಸ್ಥಾನಕ್ಕೆ ಏರಿದೆ. 2024ನೇ ಸಾಲಿನಲ್ಲಿ ಜಿಲ್ಲೆಯು ನೀನ್ನ ಸ್ಥಾನ ಗಳಿಸಿತ್ತು. ಒಟ್ಟು ಶೇ 81.71 ಫಲಿತಾಂಶ ಸಾಧಿಸಿರುವುದಾಗಿ ಎಂದು ಸ್ಥಾನ ಗಳಿಸಲಾಗಿದೆ. ಪರೀಕ್ಷೆಗೆ ಕುಳಿತಿದ್ದ ಸುಮಾರು 18,620 ವಿದ್ಯಾರ್ಥಿಗಳ ಪೈಕಿ ಉತ್ತೀರ್ಣರಾಗಿದ್ದಾರೆ. ಫಲಿತಾಂಶ ಸುಧಾರಣೆಗೆ ಕೈಗೊಂಡಿದ್ದ ಪ್ರೇರಣಾ ಶಿಬಿರ, ಕಲಿಕೆಯಲ್ಲಿ ಹಿಂದುಳಿದವರಿಗೆ ವಿಶೇಷ ತರಗತಿ ನಡೆಸಿದ್ದು ಉತ್ತಮ ಫಲಿತಾಂಶಕ್ಕೆ ಕಾರಣವಾಗಿದೆ ಎಂದು ಡಿಡಿಪಿಐ ಲತಾ ನಾಯಕ ಪ್ರತಿಕ್ರಿಯಿಸಿದ್ದಾರೆ.: [279, 686, 405, 782]
- article-third-place-body: [279, 686, 405, 954]
- article-nandi-school: [6, 1312, 408, 1346]
- article-third-place: [277, 650, 405, 680]
- article-ramanuja-byline: ವರದಿ - ಗಿರೀಶ್ ಕೆ ಭಟ್: [12, 1004, 65, 1012]
- divider-v2: [273, 648, 274, 960]
- article-tailoring-byline: ಭಾರತ ವೈಭವ ಸುದ್ದಿ: [12, 820, 55, 828]
- masthead-center: [237, 4, 705, 62]
- divider-v3: [409, 648, 410, 1138]
- article-savita-headline-2: ಉಪಾಧ್ಯಕ್ಷರಾಗಿ ಸವಿತಾ ಚಲವಾದಿ ನೇಮಕ: [603, 116, 878, 140]
- box-middlemen-sign: - ಕೆ.ಪುರಂದರ, ತಹಸೀಲ್ದಾರರು, ಚಿಕ್ಕನಾಯಕನಹಳ್ಳಿ: [791, 911, 889, 918]
